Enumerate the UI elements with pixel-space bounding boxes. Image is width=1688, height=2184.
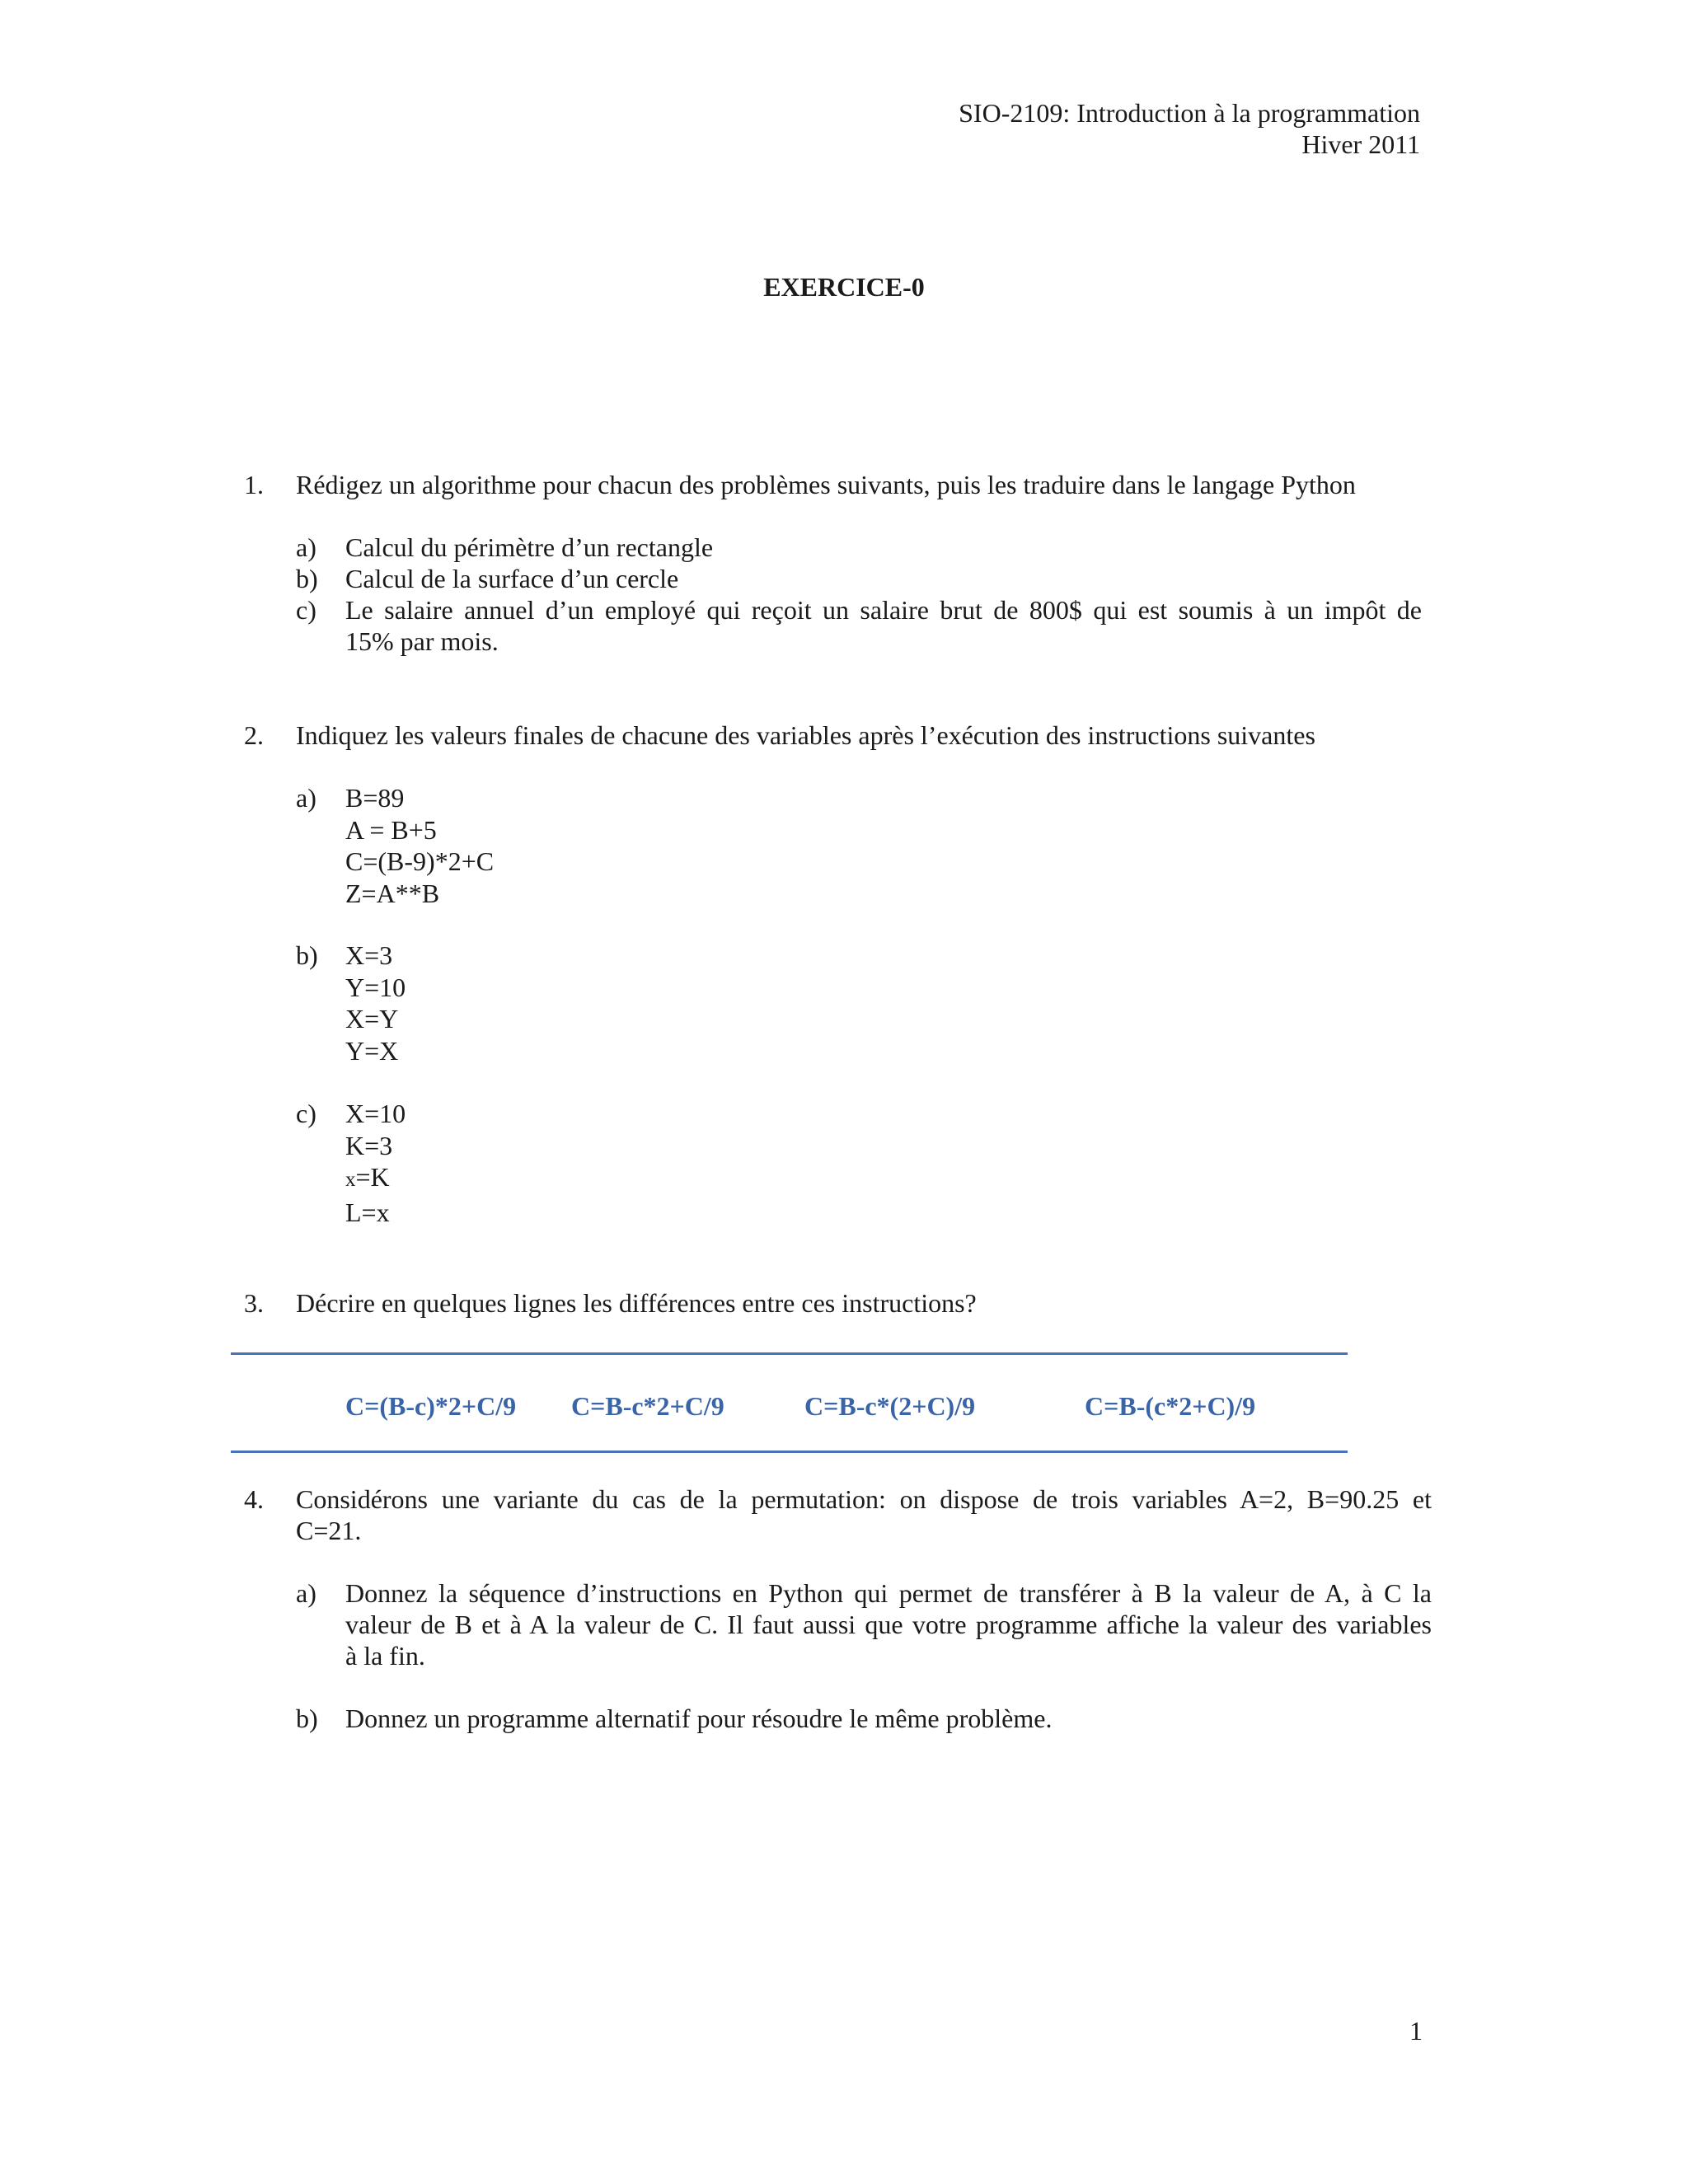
course-title: SIO-2109: Introduction à la programmation — [959, 98, 1420, 128]
code-line: Z=A**B — [345, 878, 440, 908]
expression-1: C=(B-c)*2+C/9 — [345, 1391, 517, 1421]
q4-item-a-line3: à la fin. — [345, 1641, 425, 1671]
page-header — [959, 97, 1420, 160]
q1-text: Rédigez un algorithme pour chacun des problèmes suivants, puis les traduire dans le langage Python — [296, 470, 1356, 499]
code-line: Y=X — [345, 1035, 399, 1066]
code-line: Y=10 — [345, 972, 406, 1002]
q4-number: 4. — [244, 1484, 264, 1514]
q4-item-b-text: Donnez un programme alternatif pour résoudre le même problème. — [345, 1704, 1053, 1733]
q3-number: 3. — [244, 1288, 264, 1318]
code-line: C=(B-9)*2+C — [345, 846, 495, 876]
q1-item-a-label: a) — [296, 532, 316, 562]
q2-item-a-label: a) — [296, 783, 316, 813]
page-number: 1 — [1409, 2016, 1423, 2046]
q4-text-line1: Considérons une variante du cas de la permutation: on dispose de trois variables A=2, B=90.25 et — [296, 1484, 1432, 1514]
bottom-divider — [231, 1451, 1348, 1453]
expression-4: C=B-(c*2+C)/9 — [1085, 1391, 1256, 1421]
q3-text: Décrire en quelques lignes les différences entre ces instructions? — [296, 1288, 977, 1318]
expression-3: C=B-c*(2+C)/9 — [804, 1391, 976, 1421]
q1-item-c-line2: 15% par mois. — [345, 626, 499, 656]
code-line: A = B+5 — [345, 814, 437, 845]
term: Hiver 2011 — [1301, 129, 1420, 159]
exercise-title: EXERCICE-0 — [763, 272, 925, 302]
code-line: X=10 — [345, 1099, 406, 1128]
q1-item-c-label: c) — [296, 595, 316, 625]
q1-item-a-text: Calcul du périmètre d’un rectangle — [345, 532, 714, 562]
code-line — [345, 1161, 406, 1197]
q4-text-line2: C=21. — [296, 1516, 362, 1545]
code-line: B=89 — [345, 783, 405, 813]
q2-item-c-label: c) — [296, 1099, 316, 1128]
q2-text: Indiquez les valeurs finales de chacune des variables après l’exécution des instructions suivantes — [296, 720, 1315, 750]
q1-item-b-label: b) — [296, 564, 318, 593]
q4-item-a-line1: Donnez la séquence d’instructions en Python qui permet de transférer à B la valeur de A, à C la — [345, 1578, 1432, 1608]
q4-item-a-label: a) — [296, 1578, 316, 1608]
code-line: X=Y — [345, 1004, 399, 1033]
q1-item-c-line1: Le salaire annuel d’un employé qui reçoit un salaire brut de 800$ qui est soumis à un impôt de — [345, 595, 1422, 625]
q1-item-b-text: Calcul de la surface d’un cercle — [345, 564, 679, 593]
code-line: X=3 — [345, 940, 393, 970]
q1-number: 1. — [244, 470, 264, 499]
expression-2: C=B-c*2+C/9 — [571, 1391, 724, 1421]
code-line: K=3 — [345, 1130, 393, 1160]
q4-item-b-label: b) — [296, 1704, 318, 1733]
q2-item-a-code — [345, 782, 494, 909]
code-line-rest: =K — [355, 1162, 390, 1192]
code-line: L=x — [345, 1197, 390, 1227]
q2-item-b-label: b) — [296, 940, 318, 970]
q2-item-c-code — [345, 1098, 406, 1228]
top-divider — [231, 1352, 1348, 1355]
q2-number: 2. — [244, 720, 264, 750]
q2-item-b-code — [345, 940, 406, 1066]
q4-item-a-line2: valeur de B et à A la valeur de C. Il faut aussi que votre programme affiche la valeur des variables — [345, 1610, 1432, 1639]
small-x-variable: x — [345, 1169, 356, 1191]
